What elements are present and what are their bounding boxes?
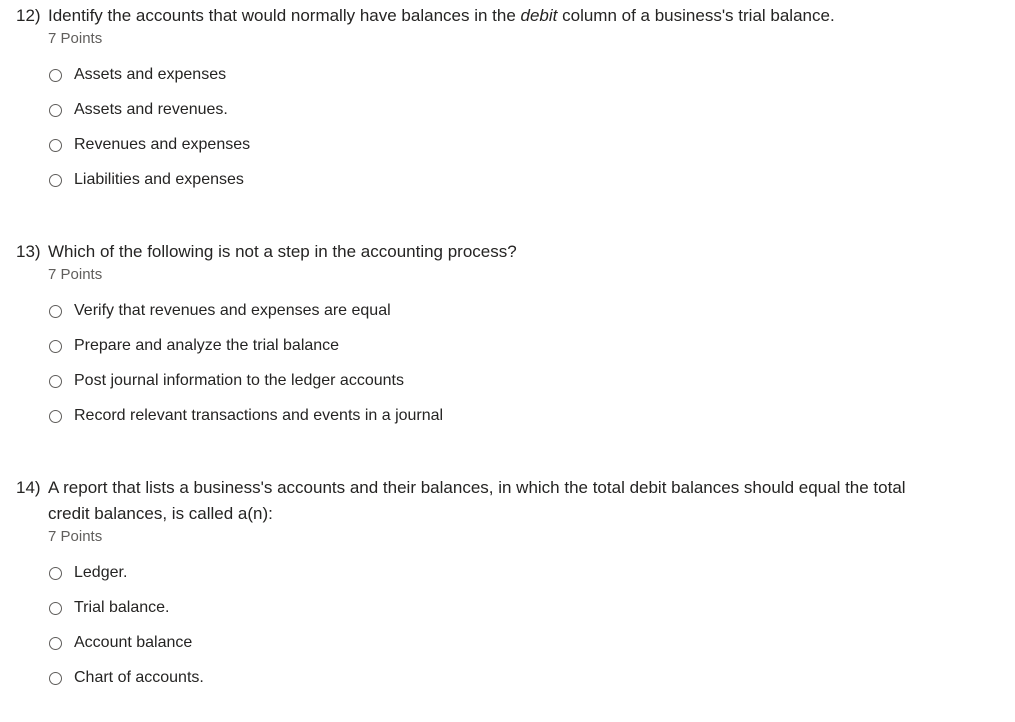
answer-option[interactable]: [48, 300, 391, 322]
answer-option[interactable]: [48, 169, 244, 191]
question-number: 12): [16, 6, 41, 25]
radio-button-icon[interactable]: [49, 602, 62, 615]
answer-option-label: Account balance: [74, 634, 193, 651]
answer-option-label: Liabilities and expenses: [74, 171, 244, 188]
answer-option-label: Chart of accounts.: [74, 669, 204, 686]
answer-option[interactable]: [48, 632, 192, 654]
question-points: 7 Points: [48, 30, 103, 47]
question-text: [48, 3, 908, 29]
answer-option-label: Post journal information to the ledger accounts: [74, 372, 404, 389]
answer-option[interactable]: [48, 667, 204, 689]
answer-option-label: Ledger.: [74, 564, 128, 581]
question-text: A report that lists a business's accounts and their balances, in which the total debit balances should equal the total credit balances, is called a(n):: [48, 478, 906, 523]
question-text-emphasis: debit: [520, 6, 558, 25]
answer-option[interactable]: [48, 370, 404, 392]
question-number: 13): [16, 242, 41, 261]
answer-option-label: Verify that revenues and expenses are equal: [74, 302, 391, 319]
answer-option[interactable]: [48, 562, 127, 584]
answer-option-label: Record relevant transactions and events in a journal: [74, 407, 444, 424]
answer-option[interactable]: [48, 335, 339, 357]
radio-button-icon[interactable]: [49, 672, 62, 685]
answer-option-label: Trial balance.: [74, 599, 170, 616]
answer-option[interactable]: [48, 134, 250, 156]
answer-option-label: Assets and revenues.: [74, 101, 228, 118]
radio-button-icon[interactable]: [49, 69, 62, 82]
answer-option[interactable]: [48, 99, 228, 121]
question-text: Which of the following is not a step in the accounting process?: [48, 242, 517, 261]
question-points: 7 Points: [48, 266, 103, 283]
answer-option[interactable]: [48, 597, 169, 619]
radio-button-icon[interactable]: [49, 375, 62, 388]
answer-option-label: Revenues and expenses: [74, 136, 251, 153]
question-text-part: column of a business's trial balance.: [557, 6, 835, 25]
answer-option-label: Prepare and analyze the trial balance: [74, 337, 340, 354]
answer-option-label: Assets and expenses: [74, 66, 227, 83]
radio-button-icon[interactable]: [49, 340, 62, 353]
answer-option[interactable]: [48, 405, 443, 427]
radio-button-icon[interactable]: [49, 139, 62, 152]
question-points: 7 Points: [48, 528, 103, 545]
radio-button-icon[interactable]: [49, 637, 62, 650]
radio-button-icon[interactable]: [49, 305, 62, 318]
question-text-part: Identify the accounts that would normally have balances in the: [48, 6, 521, 25]
radio-button-icon[interactable]: [49, 410, 62, 423]
radio-button-icon[interactable]: [49, 104, 62, 117]
question-number: 14): [16, 478, 41, 497]
radio-button-icon[interactable]: [49, 567, 62, 580]
radio-button-icon[interactable]: [49, 174, 62, 187]
answer-option[interactable]: [48, 64, 226, 86]
